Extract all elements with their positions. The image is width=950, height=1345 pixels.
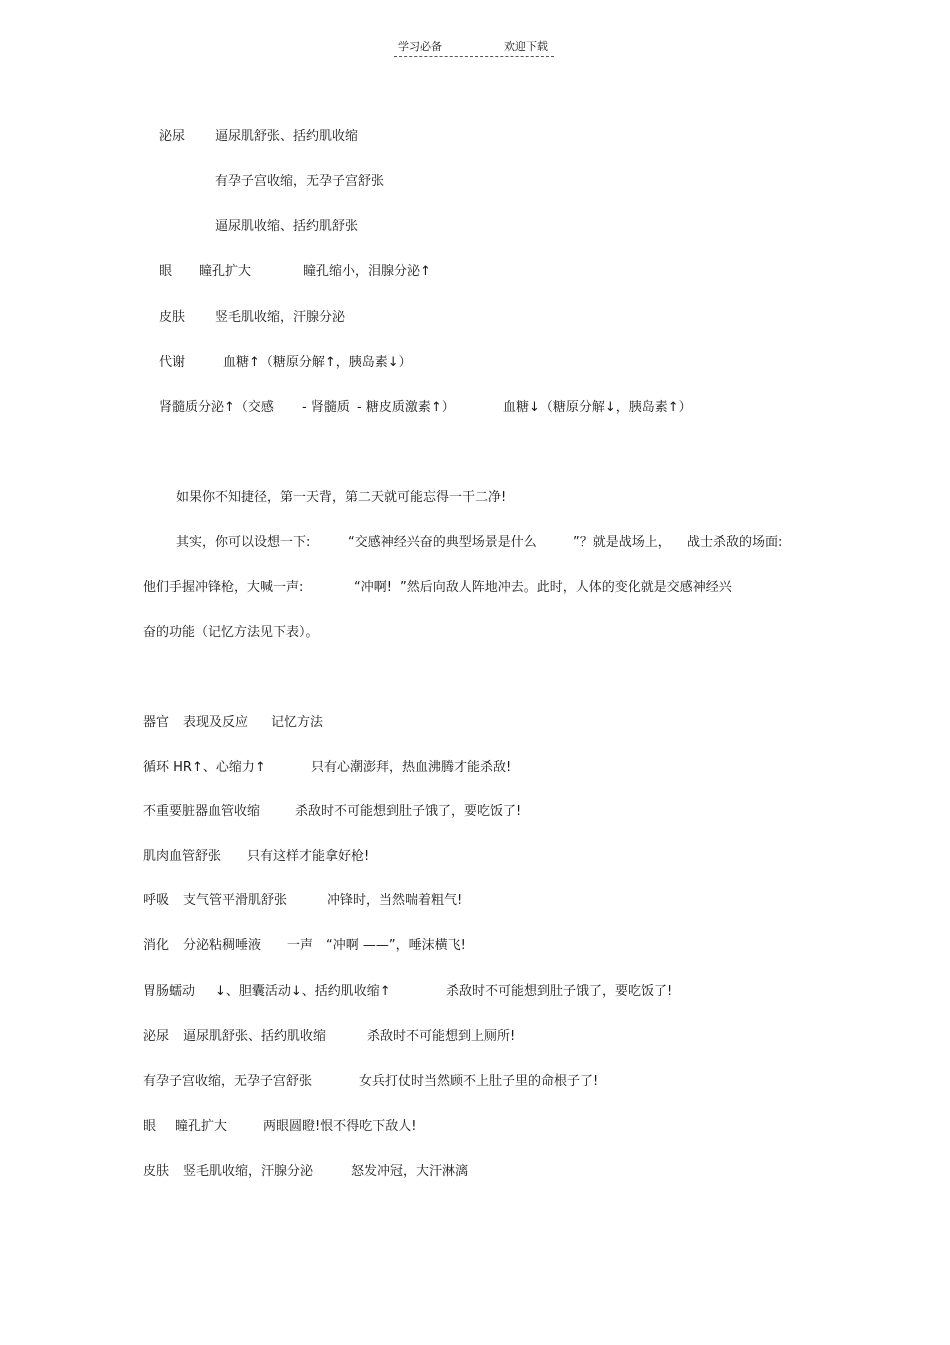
table-row-cell: 呼吸 — [143, 893, 170, 908]
paragraph-line: 他们手握冲锋枪，大喊一声: — [143, 580, 304, 595]
sympathetic-effect: - 肾髓质 — [302, 400, 350, 415]
paragraph-line: 如果你不知捷径，第一天背，第二天就可能忘得一干二净! — [176, 490, 507, 505]
table-row-cell: 不重要脏器血管收缩 — [143, 804, 261, 819]
table-header-response: 表现及反应 — [183, 715, 249, 730]
table-header-method: 记忆方法 — [271, 715, 324, 730]
table-row-cell: 怒发冲冠，大汗淋漓 — [351, 1164, 469, 1179]
parasympathetic-effect: 逼尿肌收缩、括约肌舒张 — [215, 219, 359, 234]
sympathetic-effect: 竖毛肌收缩，汗腺分泌 — [215, 310, 346, 325]
paragraph-line: ”然后向敌人阵地冲去。此时，人体的变化就是交感神经兴 — [400, 580, 732, 595]
sympathetic-effect: - 糖皮质激素↑） — [357, 400, 455, 415]
parasympathetic-effect: 血糖↓（糖原分解↓，胰岛素↑） — [503, 400, 692, 415]
table-row-cell: 杀敌时不可能想到肚子饿了，要吃饭了! — [295, 804, 522, 819]
table-row-cell: 循环 HR↑、心缩力↑ — [143, 760, 266, 775]
table-row-cell: 逼尿肌舒张、括约肌收缩 — [183, 1029, 327, 1044]
organ-label: 眼 — [159, 264, 173, 279]
sympathetic-effect: 有孕子宫收缩，无孕子宫舒张 — [215, 174, 385, 189]
header-right-text: 欢迎下载 — [504, 40, 548, 53]
organ-label: 皮肤 — [159, 310, 186, 325]
table-row-cell: 泌尿 — [143, 1029, 170, 1044]
table-row-cell: 瞳孔扩大 — [175, 1119, 228, 1134]
sympathetic-effect: 逼尿肌舒张、括约肌收缩 — [215, 129, 359, 144]
table-row-cell: “冲啊 ——”，唾沫横飞! — [326, 938, 466, 953]
table-row-cell: 支气管平滑肌舒张 — [183, 893, 288, 908]
table-row-cell: 两眼圆瞪!恨不得吃下敌人! — [263, 1119, 417, 1134]
paragraph-line: 战士杀敌的场面: — [687, 535, 783, 550]
paragraph-line: 其实，你可以设想一下: — [176, 535, 311, 550]
paragraph-line: “冲啊! — [354, 580, 392, 595]
organ-label: 泌尿 — [159, 129, 186, 144]
table-row-cell: 眼 — [143, 1119, 157, 1134]
header-left-text: 学习必备 — [398, 40, 442, 53]
table-row-cell: 竖毛肌收缩，汗腺分泌 — [183, 1164, 314, 1179]
table-row-cell: 肌肉血管舒张 — [143, 849, 222, 864]
parasympathetic-effect: 瞳孔缩小，泪腺分泌↑ — [303, 264, 431, 279]
paragraph-line: 奋的功能（记忆方法见下表）。 — [143, 625, 319, 640]
table-row-cell: 消化 — [143, 938, 170, 953]
table-row-cell: ↓、胆囊活动↓、括约肌收缩↑ — [215, 984, 391, 999]
sympathetic-effect: 血糖↑（糖原分解↑，胰岛素↓） — [223, 355, 412, 370]
table-row-cell: 冲锋时，当然喘着粗气! — [327, 893, 463, 908]
table-row-cell: 杀敌时不可能想到上厕所! — [367, 1029, 516, 1044]
page-header — [394, 38, 554, 57]
table-header-organ: 器官 — [143, 715, 170, 730]
table-row-cell: 杀敌时不可能想到肚子饿了，要吃饭了! — [446, 984, 673, 999]
paragraph-line: ”？就是战场上， — [573, 535, 671, 550]
paragraph-line: “交感神经兴奋的典型场景是什么 — [348, 535, 537, 550]
organ-label: 代谢 — [159, 355, 186, 370]
table-row-cell: 只有这样才能拿好枪! — [247, 849, 370, 864]
table-row-cell: 分泌粘稠唾液 — [183, 938, 262, 953]
table-row-cell: 只有心潮澎拜，热血沸腾才能杀敌! — [311, 760, 512, 775]
table-row-cell: 一声 — [287, 938, 314, 953]
table-row-cell: 皮肤 — [143, 1164, 170, 1179]
table-row-cell: 女兵打仗时当然顾不上肚子里的命根子了! — [359, 1074, 599, 1089]
table-row-cell: 胃肠蠕动 — [143, 984, 196, 999]
sympathetic-effect: 肾髓质分泌↑（交感 — [159, 400, 274, 415]
sympathetic-effect: 瞳孔扩大 — [199, 264, 252, 279]
table-row-cell: 有孕子宫收缩，无孕子宫舒张 — [143, 1074, 313, 1089]
